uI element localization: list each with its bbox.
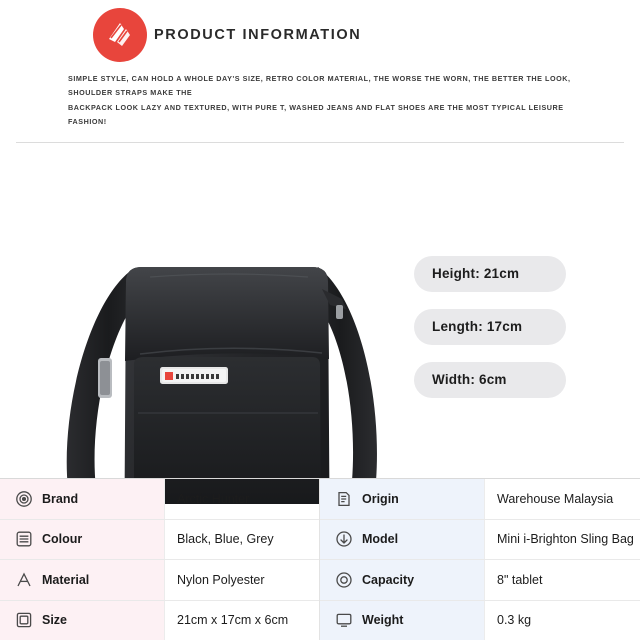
spec-label-model: Model xyxy=(362,532,399,547)
spec-value-model: Mini i-Brighton Sling Bag xyxy=(497,532,634,547)
spec-label-material: Material xyxy=(42,572,90,587)
spec-key-size xyxy=(0,601,165,640)
spec-value-capacity: 8" tablet xyxy=(497,572,543,587)
spec-key-colour xyxy=(0,520,165,560)
material-icon xyxy=(14,570,33,589)
origin-icon xyxy=(334,489,353,508)
table-row xyxy=(0,479,319,520)
spec-label-capacity: Capacity xyxy=(362,572,415,587)
spec-value-size: 21cm x 17cm x 6cm xyxy=(177,613,289,628)
dimension-width-label: Width: 6cm xyxy=(432,372,507,388)
sling-bag-image xyxy=(30,149,410,504)
weight-icon xyxy=(334,611,353,630)
spec-label-brand: Brand xyxy=(42,491,79,506)
colour-icon xyxy=(14,530,33,549)
spec-value-material: Nylon Polyester xyxy=(177,572,265,587)
page-title: PRODUCT INFORMATION xyxy=(154,27,362,43)
dimension-height-badge xyxy=(414,256,566,292)
spec-key-capacity xyxy=(320,560,485,600)
table-row xyxy=(320,479,640,520)
spec-key-weight xyxy=(320,601,485,640)
spec-key-material xyxy=(0,560,165,600)
product-showcase xyxy=(0,143,640,508)
capacity-icon xyxy=(334,570,353,589)
table-row xyxy=(320,601,640,640)
spec-column-right xyxy=(320,479,640,640)
page-header xyxy=(0,0,640,70)
dimension-length-badge xyxy=(414,309,566,345)
spec-label-size: Size xyxy=(42,613,68,628)
dimension-height-label: Height: 21cm xyxy=(432,266,520,282)
spec-value-brand: Arctic Hunter xyxy=(177,491,250,506)
size-icon xyxy=(14,611,33,630)
spec-label-origin: Origin xyxy=(362,491,399,506)
spec-value-weight: 0.3 kg xyxy=(497,613,532,628)
table-row xyxy=(320,520,640,561)
description-line-2: BACKPACK LOOK LAZY AND TEXTURED, WITH PURE T, WASHED JEANS AND FLAT SHOES ARE THE MOST TYPICAL LEISURE FASHION! xyxy=(68,102,564,127)
spec-key-brand xyxy=(0,479,165,519)
spec-label-weight: Weight xyxy=(362,613,404,628)
spec-column-left xyxy=(0,479,320,640)
specification-table xyxy=(0,478,640,640)
brand-icon xyxy=(14,489,33,508)
dimension-length-label: Length: 17cm xyxy=(432,319,523,335)
table-row xyxy=(0,601,319,640)
table-row xyxy=(0,520,319,561)
spec-key-origin xyxy=(320,479,485,519)
product-description xyxy=(0,70,640,130)
description-line-1: SIMPLE STYLE, CAN HOLD A WHOLE DAY'S SIZE, RETRO COLOR MATERIAL, THE WORSE THE WORN, THE BETTER THE LOOK, SHOULDER STRAPS MAKE THE xyxy=(68,74,571,98)
spec-label-colour: Colour xyxy=(42,532,83,547)
spec-key-model xyxy=(320,520,485,560)
dimension-width-badge xyxy=(414,362,566,398)
table-row xyxy=(0,560,319,601)
spec-value-origin: Warehouse Malaysia xyxy=(497,491,614,506)
arctic-hunter-logo-icon xyxy=(93,8,147,62)
spec-value-colour: Black, Blue, Grey xyxy=(177,532,274,547)
table-row xyxy=(320,560,640,601)
model-icon xyxy=(334,530,353,549)
